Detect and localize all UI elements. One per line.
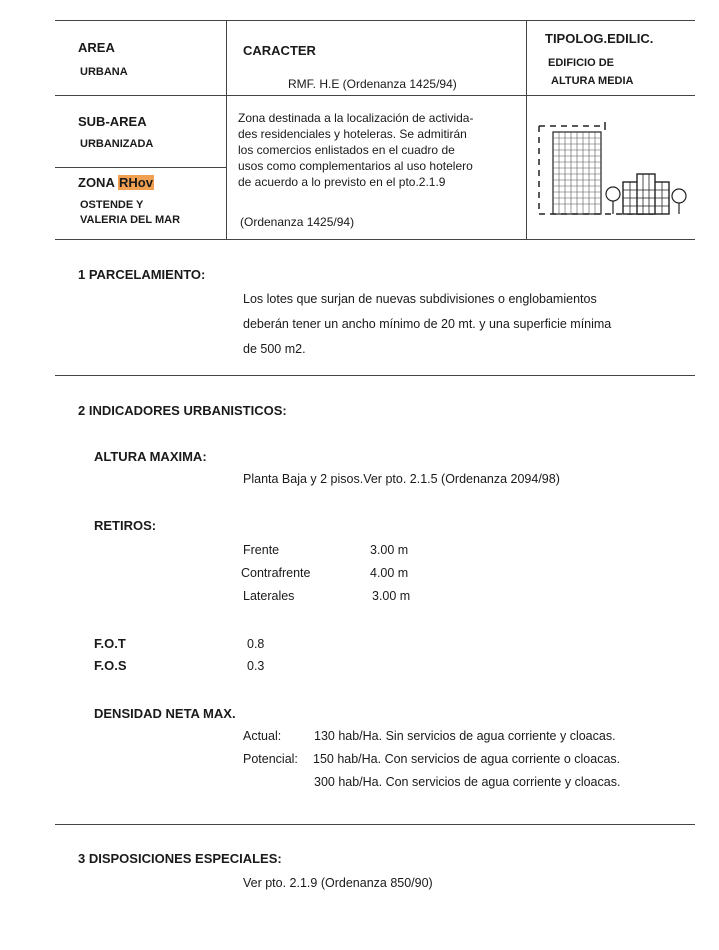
tipolog-title: TIPOLOG.EDILIC.	[545, 31, 654, 46]
tipolog-line2: ALTURA MEDIA	[551, 75, 634, 87]
section2-title: 2 INDICADORES URBANISTICOS:	[78, 403, 287, 418]
retiro-value: 3.00 m	[370, 543, 409, 557]
retiro-name: Contrafrente	[241, 566, 311, 580]
section3-title: 3 DISPOSICIONES ESPECIALES:	[78, 851, 282, 866]
densidad-label: DENSIDAD NETA MAX.	[94, 706, 236, 721]
retiro-name: Laterales	[243, 589, 295, 603]
locality-line1: OSTENDE Y	[80, 199, 144, 211]
section-divider-2	[55, 824, 695, 825]
fos-value: 0.3	[247, 659, 265, 673]
zona-label-text: ZONA	[78, 175, 115, 190]
tipolog-line1: EDIFICIO DE	[548, 57, 615, 69]
section1-line: de 500 m2.	[243, 342, 306, 356]
section1-line: Los lotes que surjan de nuevas subdivisiones o englobamientos	[243, 292, 597, 306]
table-middle-rule	[55, 95, 695, 96]
section-divider-1	[55, 375, 695, 376]
fos-label: F.O.S	[94, 658, 127, 673]
description-line: usos como complementarios al uso hotelero	[238, 159, 473, 173]
section1-title: 1 PARCELAMIENTO:	[78, 267, 206, 282]
zona-code-badge: RHov	[118, 175, 153, 190]
table-col-divider-2	[526, 20, 527, 240]
caracter-value: RMF. H.E (Ordenanza 1425/94)	[288, 77, 457, 91]
table-top-rule	[55, 20, 695, 21]
table-col-divider-1	[226, 20, 227, 240]
subarea-zona-rule	[55, 167, 227, 168]
description-line: los comercios enlistados en el cuadro de	[238, 143, 455, 157]
fot-value: 0.8	[247, 637, 265, 651]
description-line: des residenciales y hoteleras. Se admitirán	[238, 127, 467, 141]
densidad-potencial-label: Potencial:	[243, 752, 298, 766]
retiros-label: RETIROS:	[94, 518, 157, 533]
densidad-potencial-value1: 150 hab/Ha. Con servicios de agua corriente o cloacas.	[313, 752, 621, 766]
locality-line2: VALERIA DEL MAR	[80, 214, 181, 226]
densidad-potencial-value2: 300 hab/Ha. Con servicios de agua corriente y cloacas.	[314, 775, 621, 789]
densidad-actual-value: 130 hab/Ha. Sin servicios de agua corriente y cloacas.	[314, 729, 616, 743]
altura-label: ALTURA MAXIMA:	[94, 449, 207, 464]
zona-label	[78, 175, 154, 190]
fot-label: F.O.T	[94, 636, 126, 651]
building-typology-icon	[533, 118, 693, 222]
description-ref: (Ordenanza 1425/94)	[240, 215, 355, 229]
area-title: AREA	[78, 40, 115, 55]
retiro-value: 3.00 m	[372, 589, 411, 603]
section3-text: Ver pto. 2.1.9 (Ordenanza 850/90)	[243, 876, 433, 890]
retiro-name: Frente	[243, 543, 280, 557]
subarea-title: SUB-AREA	[78, 114, 147, 129]
subarea-value: URBANIZADA	[80, 138, 154, 150]
description-line: de acuerdo a lo previsto en el pto.2.1.9	[238, 175, 446, 189]
caracter-title: CARACTER	[243, 43, 316, 58]
densidad-actual-label: Actual:	[243, 729, 282, 743]
retiro-value: 4.00 m	[370, 566, 409, 580]
section1-line: deberán tener un ancho mínimo de 20 mt. y una superficie mínima	[243, 317, 612, 331]
description-line: Zona destinada a la localización de activida-	[238, 111, 474, 125]
altura-value: Planta Baja y 2 pisos.Ver pto. 2.1.5 (Ordenanza 2094/98)	[243, 472, 560, 486]
table-bottom-rule	[55, 239, 695, 240]
area-value: URBANA	[80, 66, 128, 78]
description-text	[238, 110, 523, 190]
section1-text	[243, 287, 673, 362]
